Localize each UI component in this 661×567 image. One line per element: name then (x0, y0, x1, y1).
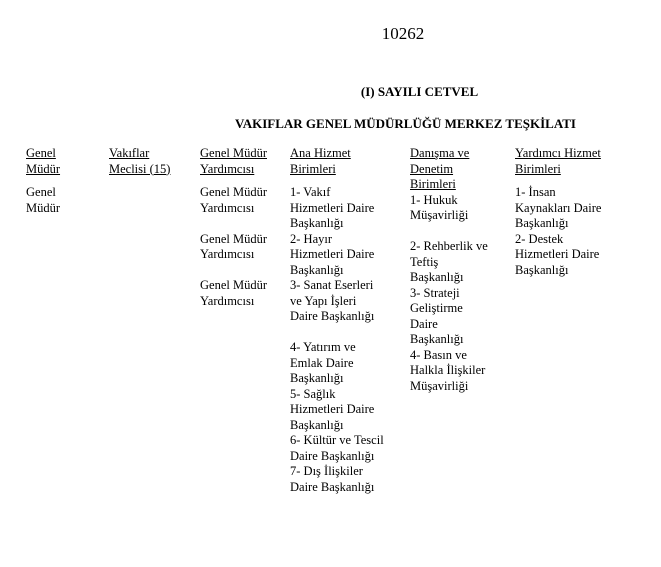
cetvel-title: (I) SAYILI CETVEL (360, 84, 479, 99)
column-genel-mudur-yardimcisi (200, 146, 286, 309)
column-body (410, 193, 512, 395)
list-item: 4- Basın ve Halkla İlişkiler Müşavirliği (410, 347, 486, 393)
column-header: Ana Hizmet Birimleri (290, 146, 351, 176)
column-vakiflar-meclisi (109, 146, 199, 177)
list-item: 5- Sağlık Hizmetleri Daire Başkanlığı (290, 386, 375, 432)
column-body (26, 185, 106, 216)
column-header: Danışma ve Denetim Birimleri (410, 146, 470, 191)
list-item: Genel Müdür Yardımcısı (200, 278, 267, 308)
list-item: 1- Hukuk Müşavirliği (410, 192, 469, 222)
list-item: 3- Strateji Geliştirme Daire Başkanlığı (410, 285, 464, 346)
column-header: Yardımcı Hizmet Birimleri (515, 146, 601, 176)
column-header: Genel Müdür (26, 146, 61, 176)
list-item: 2- Hayır Hizmetleri Daire Başkanlığı (290, 231, 375, 277)
list-item: 2- Rehberlik ve Teftiş Başkanlığı (410, 239, 488, 284)
organization-title: VAKIFLAR GENEL MÜDÜRLÜĞÜ MERKEZ TEŞKİLATI (235, 116, 576, 131)
column-body (515, 185, 635, 278)
column-header: Genel Müdür Yardımcısı (200, 146, 267, 176)
column-yardimci-hizmet-birimleri (515, 146, 635, 278)
column-ana-hizmet-birimleri (290, 146, 408, 495)
column-danisma-denetim-birimleri (410, 146, 512, 394)
list-item: Genel Müdür Yardımcısı (200, 231, 267, 261)
column-body (290, 185, 408, 495)
list-item: 6- Kültür ve Tescil Daire Başkanlığı (290, 433, 384, 463)
list-item: 1- Vakıf Hizmetleri Daire Başkanlığı (290, 185, 375, 230)
list-item: 4- Yatırım ve Emlak Daire Başkanlığı (290, 340, 356, 385)
page-number: 10262 (381, 24, 425, 43)
list-item: Genel Müdür (26, 185, 61, 215)
column-genel-mudur (26, 146, 106, 216)
list-item: Genel Müdür Yardımcısı (200, 185, 267, 215)
column-body (200, 185, 286, 309)
column-header: Vakıflar Meclisi (15) (109, 146, 171, 176)
list-item: 7- Dış İlişkiler Daire Başkanlığı (290, 464, 375, 494)
list-item: 2- Destek Hizmetleri Daire Başkanlığı (515, 231, 600, 277)
list-item: 1- İnsan Kaynakları Daire Başkanlığı (515, 185, 602, 230)
list-item: 3- Sanat Eserleri ve Yapı İşleri Daire Başkanlığı (290, 278, 375, 323)
